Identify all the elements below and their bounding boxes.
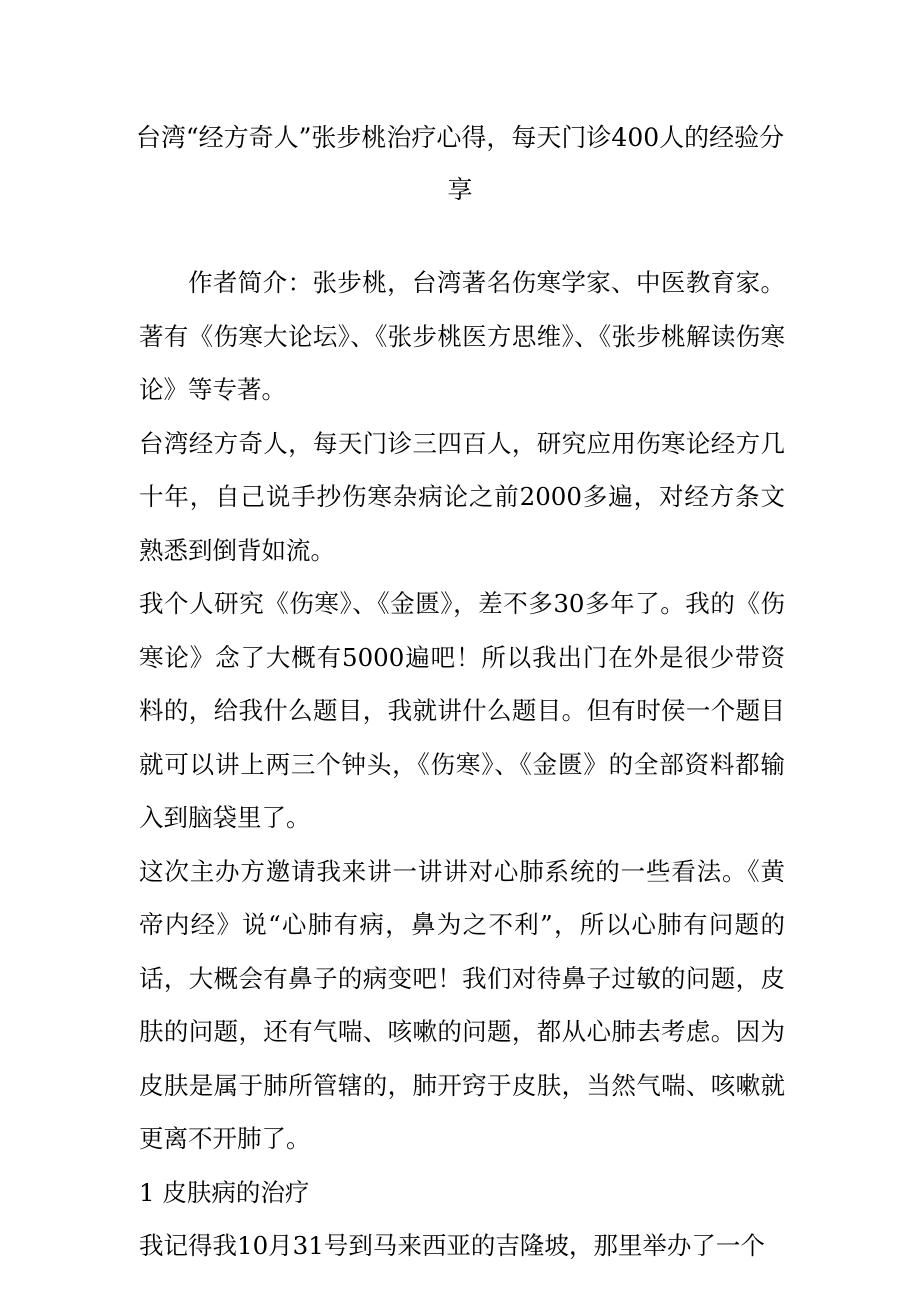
kuala-lumpur-paragraph: 我记得我10月31号到马来西亚的吉隆坡，那里举办了一个 <box>139 1231 765 1260</box>
section-heading-skin-disease: 1 皮肤病的治疗 <box>139 1177 310 1207</box>
document-body <box>139 256 785 1273</box>
research-experience-paragraph: 我个人研究《伤寒》、《金匮》，差不多30多年了。我的《伤寒论》念了大概有5000遍吧！所以我出门在外是很少带资料的，给我什么题目，我就讲什么题目。但有时侯一个题目就可以讲上两三个钟头，《伤寒》、《金匮》的全部资料都输入到脑袋里了。 <box>139 589 785 832</box>
author-intro-paragraph: 作者简介：张步桃，台湾著名伤寒学家、中医教育家。著有《伤寒大论坛》、《张步桃医方思维》、《张步桃解读伤寒论》等专著。 <box>139 268 785 404</box>
document-title: 台湾“经方奇人”张步桃治疗心得，每天门诊400人的经验分享 <box>135 123 785 204</box>
author-background-paragraph: 台湾经方奇人，每天门诊三四百人，研究应用伤寒论经方几十年，自己说手抄伤寒杂病论之前2000多遍，对经方条文熟悉到倒背如流。 <box>139 428 785 565</box>
heart-lung-paragraph: 这次主办方邀请我来讲一讲讲对心肺系统的一些看法。《黄帝内经》说“心肺有病，鼻为之不利”，所以心肺有问题的话，大概会有鼻子的病变吧！我们对待鼻子过敏的问题，皮肤的问题，还有气喘、咳嗽的问题，都从心肺去考虑。因为皮肤是属于肺所管辖的，肺开窍于皮肤，当然气喘、咳嗽就更离不开肺了。 <box>139 856 785 1153</box>
